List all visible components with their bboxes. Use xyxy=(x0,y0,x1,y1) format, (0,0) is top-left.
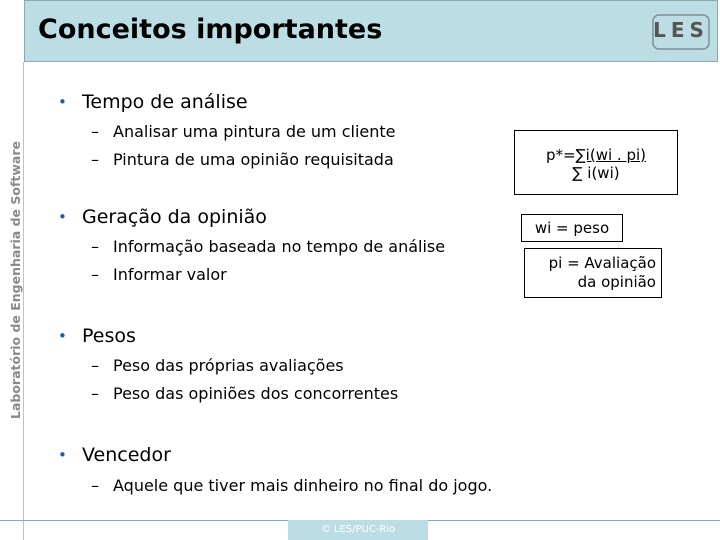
formula-denominator: ∑ i(wi) xyxy=(572,164,620,182)
bullet-vencedor xyxy=(58,444,171,466)
subitem-text: Pintura de uma opinião requisitada xyxy=(113,150,394,169)
subitem-text: Peso das opiniões dos concorrentes xyxy=(113,384,399,403)
les-logo xyxy=(652,14,710,50)
footer-left-block xyxy=(0,521,24,540)
subitem xyxy=(91,476,493,495)
subitem xyxy=(91,265,227,284)
pi-line-1: pi = Avaliação xyxy=(548,254,656,272)
les-logo-text: LES xyxy=(653,18,709,42)
subitem xyxy=(91,384,399,403)
bullet-text: Pesos xyxy=(82,325,136,347)
dash-icon: – xyxy=(91,356,99,375)
bullet-dot-icon: • xyxy=(58,93,67,111)
dash-icon: – xyxy=(91,384,99,403)
bullet-dot-icon: • xyxy=(58,446,67,464)
sidebar-vertical-text: Laboratório de Engenharia de Software xyxy=(8,141,23,420)
subitem xyxy=(91,122,396,141)
slide-title: Conceitos importantes xyxy=(38,14,383,45)
footer-copyright: © LES/PUC-Rio xyxy=(288,520,428,540)
bullet-pesos xyxy=(58,325,136,347)
subitem-text: Informar valor xyxy=(113,265,227,284)
formula-numerator: ∑i(wi . pi) xyxy=(575,146,646,164)
dash-icon: – xyxy=(91,150,99,169)
subitem xyxy=(91,356,344,375)
dash-icon: – xyxy=(91,122,99,141)
subitem xyxy=(91,237,446,256)
formula-line-1 xyxy=(515,146,677,164)
bullet-dot-icon: • xyxy=(58,327,67,345)
wi-definition-box: wi = peso xyxy=(521,214,623,242)
bullet-tempo-de-analise xyxy=(58,91,248,113)
subitem-text: Aquele que tiver mais dinheiro no final do jogo. xyxy=(113,476,493,495)
dash-icon: – xyxy=(91,265,99,284)
dash-icon: – xyxy=(91,237,99,256)
formula-box xyxy=(514,130,678,195)
footer xyxy=(0,520,720,540)
pi-line-2: da opinião xyxy=(577,273,656,291)
pi-definition-box xyxy=(524,248,662,298)
bullet-geracao-da-opiniao xyxy=(58,206,267,228)
bullet-dot-icon: • xyxy=(58,208,67,226)
bullet-text: Geração da opinião xyxy=(82,206,267,228)
bullet-text: Vencedor xyxy=(82,444,171,466)
sidebar xyxy=(0,62,24,520)
subitem-text: Informação baseada no tempo de análise xyxy=(113,237,446,256)
subitem xyxy=(91,150,394,169)
bullet-text: Tempo de análise xyxy=(82,91,248,113)
subitem-text: Analisar uma pintura de um cliente xyxy=(113,122,396,141)
formula-prefix: p*= xyxy=(545,146,576,164)
dash-icon: – xyxy=(91,476,99,495)
subitem-text: Peso das próprias avaliações xyxy=(113,356,344,375)
